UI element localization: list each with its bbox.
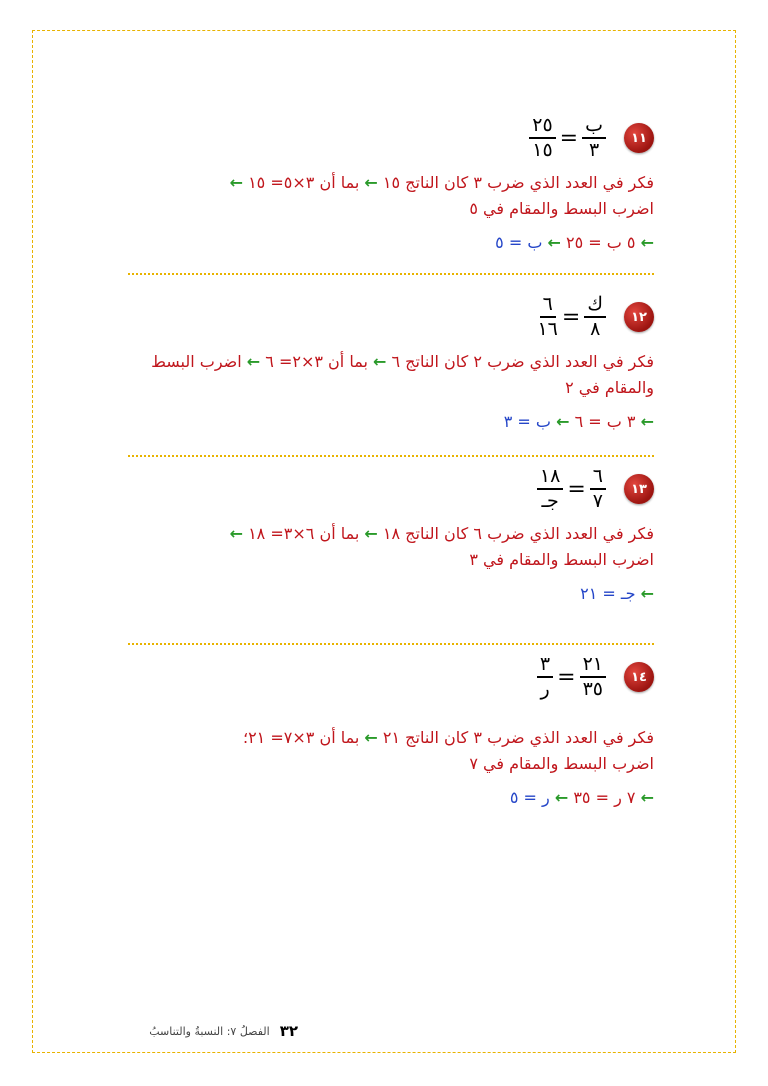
numerator: ٢١ (580, 654, 606, 678)
arrow-icon: ← (246, 352, 261, 371)
equals-sign: = (557, 664, 576, 690)
solution-explanation (128, 725, 654, 777)
denominator: ٣ (588, 139, 600, 161)
proportion-equation (537, 654, 606, 700)
problem-number-badge: ١١ (624, 123, 654, 153)
proportion-equation (537, 294, 606, 340)
fraction-left (580, 654, 606, 700)
explanation-part: فكر في العدد الذي ضرب ٢ كان الناتج ٦ (386, 352, 654, 371)
fraction-right (537, 466, 563, 512)
numerator: ٢٥ (529, 115, 555, 139)
arrow-icon: ← (640, 584, 654, 603)
explanation-part: فكر في العدد الذي ضرب ٦ كان الناتج ١٨ (377, 524, 654, 543)
explanation-part: اضرب البسط والمقام في ٣ (469, 550, 654, 569)
denominator: ر (540, 678, 550, 700)
explanation-part: بما أن ٣×٥= ١٥ (242, 173, 365, 192)
problem-14 (128, 651, 654, 811)
denominator: ١٦ (537, 318, 558, 340)
explanation-part: بما أن ٦×٣= ١٨ (242, 524, 365, 543)
explanation-part: اضرب البسط والمقام في ٧ (469, 754, 654, 773)
fraction-right (529, 115, 555, 161)
result-step: ٥ ب = ٢٥ (560, 233, 641, 252)
problem-number-badge: ١٣ (624, 474, 654, 504)
arrow-icon: ← (640, 788, 654, 807)
final-answer: ب = ٥ (495, 233, 543, 252)
fraction-right (537, 654, 553, 700)
dotted-separator (128, 455, 654, 457)
equation-row (128, 651, 654, 703)
denominator: ٨ (590, 318, 601, 340)
arrow-icon: ← (364, 173, 378, 192)
fraction-left (582, 115, 606, 161)
equation-row (128, 291, 654, 343)
equals-sign: = (567, 476, 586, 502)
solution-result (128, 230, 654, 256)
solution-result (128, 581, 654, 607)
problem-13 (128, 463, 654, 607)
equals-sign: = (561, 304, 581, 330)
numerator: ٦ (540, 294, 556, 318)
denominator: ١٥ (532, 139, 553, 161)
numerator: ب (582, 115, 606, 139)
dotted-separator (128, 273, 654, 275)
equation-row (128, 112, 654, 164)
solution-explanation (128, 349, 654, 401)
arrow-icon: ← (229, 173, 243, 192)
page-footer (38, 1022, 298, 1040)
arrow-icon: ← (640, 233, 654, 252)
solution-result (128, 409, 654, 435)
explanation-part: بما أن ٣×٧= ٢١؛ (242, 728, 365, 747)
fraction-left (584, 294, 606, 340)
proportion-equation (529, 115, 606, 161)
numerator: ١٨ (537, 466, 563, 490)
denominator: ٧ (592, 490, 603, 512)
equals-sign: = (559, 125, 579, 151)
explanation-part: اضرب البسط والمقام في ٢ (151, 352, 654, 397)
denominator: ٣٥ (582, 678, 603, 700)
arrow-icon: ← (640, 412, 654, 431)
explanation-part: فكر في العدد الذي ضرب ٣ كان الناتج ٢١ (377, 728, 654, 747)
solution-result (128, 785, 654, 811)
arrow-icon: ← (547, 233, 561, 252)
proportion-equation (537, 466, 606, 512)
equation-row (128, 463, 654, 515)
denominator: جـ (541, 490, 559, 512)
solution-explanation (128, 521, 654, 573)
arrow-icon: ← (556, 412, 570, 431)
arrow-icon: ← (364, 728, 378, 747)
final-answer: ر = ٥ (509, 788, 550, 807)
page-number: ٣٢ (279, 1022, 298, 1040)
solution-explanation (128, 170, 654, 222)
problem-12 (128, 291, 654, 435)
explanation-part: اضرب البسط والمقام في ٥ (469, 199, 654, 218)
explanation-part: فكر في العدد الذي ضرب ٣ كان الناتج ١٥ (377, 173, 654, 192)
fraction-right (537, 294, 557, 340)
problem-number-badge: ١٢ (624, 302, 654, 332)
dotted-separator (128, 643, 654, 645)
problem-number-badge: ١٤ (624, 662, 654, 692)
arrow-icon: ← (364, 524, 378, 543)
arrow-icon: ← (554, 788, 569, 807)
final-answer: جـ = ٢١ (580, 584, 636, 603)
arrow-icon: ← (372, 352, 387, 371)
arrow-icon: ← (229, 524, 243, 543)
final-answer: ب = ٣ (503, 412, 551, 431)
fraction-left (590, 466, 606, 512)
problem-11 (128, 112, 654, 256)
numerator: ٣ (537, 654, 553, 678)
chapter-title: الفصلُ ٧: النسبةُ والتناسبُ (149, 1024, 270, 1038)
explanation-part: بما أن ٣×٢= ٦ (260, 352, 373, 371)
result-step: ٧ ر = ٣٥ (568, 788, 641, 807)
result-step: ٣ ب = ٦ (569, 412, 641, 431)
numerator: ك (584, 294, 606, 318)
numerator: ٦ (590, 466, 606, 490)
